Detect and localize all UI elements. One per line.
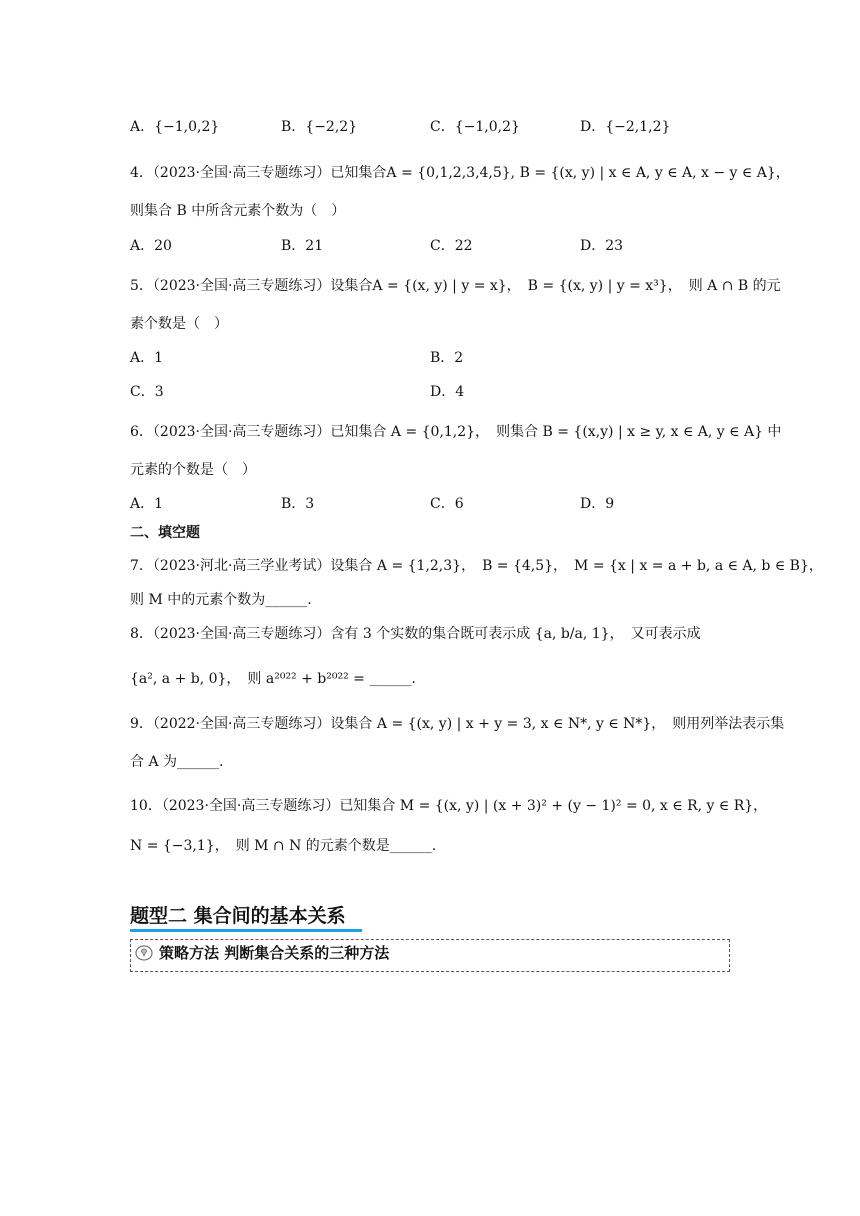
section-heading: 题型二 集合间的基本关系: [130, 905, 346, 927]
heading-underline: [130, 929, 362, 932]
q5-option-b: B．2: [430, 350, 464, 366]
q6-option-c: C．6: [430, 496, 464, 512]
q8-stem-line1: 8．（2023·全国·高三专题练习）含有 3 个实数的集合既可表示成 {a, b/a, 1}， 又可表示成: [130, 626, 701, 642]
section-title-fill-in: 二、填空题: [130, 525, 200, 541]
q6-stem-line2: 元素的个数是（ ）: [130, 462, 256, 478]
q5-stem-line1: 5．（2023·全国·高三专题练习）设集合A = {(x, y) | y = x}， B = {(x, y) | y = x³}， 则 A ∩ B 的元: [130, 278, 781, 294]
q4-option-c: C．22: [430, 238, 473, 254]
q9-stem-line2: 合 A 为______.: [130, 754, 224, 770]
q4-stem-line2: 则集合 B 中所含元素个数为（ ）: [130, 203, 346, 219]
q3-option-b: B．{−2,2}: [281, 119, 358, 135]
q3-option-d: D．{−2,1,2}: [580, 119, 671, 135]
q5-option-c: C．3: [130, 384, 164, 400]
strategy-title: 策略方法 判断集合关系的三种方法: [159, 944, 390, 962]
lightbulb-icon: [134, 944, 154, 966]
q3-option-c: C．{−1,0,2}: [430, 119, 520, 135]
q6-option-d: D．9: [580, 496, 615, 512]
q3-option-a: A．{−1,0,2}: [130, 119, 220, 135]
q7-stem-line1: 7．（2023·河北·高三学业考试）设集合 A = {1,2,3}， B = {4,5}， M = {x | x = a + b, a ∈ A, b ∈ B}，: [130, 558, 823, 574]
q4-option-d: D．23: [580, 238, 624, 254]
q4-option-a: A．20: [130, 238, 172, 254]
q5-option-a: A．1: [130, 350, 164, 366]
q7-stem-line2: 则 M 中的元素个数为______.: [130, 592, 312, 608]
q10-stem-line1: 10．（2023·全国·高三专题练习）已知集合 M = {(x, y) | (x + 3)² + (y − 1)² = 0, x ∈ R, y ∈ R}，: [130, 798, 768, 814]
q6-stem-line1: 6．（2023·全国·高三专题练习）已知集合 A = {0,1,2}， 则集合 B = {(x,y) | x ≥ y, x ∈ A, y ∈ A} 中: [130, 424, 782, 440]
q4-stem-line1: 4．（2023·全国·高三专题练习）已知集合A = {0,1,2,3,4,5}, B = {(x, y) | x ∈ A, y ∈ A, x − y ∈ A}，: [130, 165, 790, 181]
q5-stem-line2: 素个数是（ ）: [130, 316, 228, 332]
q5-option-d: D．4: [430, 384, 465, 400]
q6-option-a: A．1: [130, 496, 164, 512]
q9-stem-line1: 9．（2022·全国·高三专题练习）设集合 A = {(x, y) | x + y = 3, x ∈ N*, y ∈ N*}， 则用列举法表示集: [130, 716, 785, 732]
q6-option-b: B．3: [281, 496, 315, 512]
q4-option-b: B．21: [281, 238, 324, 254]
q8-stem-line2: {a², a + b, 0}， 则 a²⁰²² + b²⁰²² = ______.: [130, 671, 416, 687]
q10-stem-line2: N = {−3,1}， 则 M ∩ N 的元素个数是______.: [130, 838, 437, 854]
